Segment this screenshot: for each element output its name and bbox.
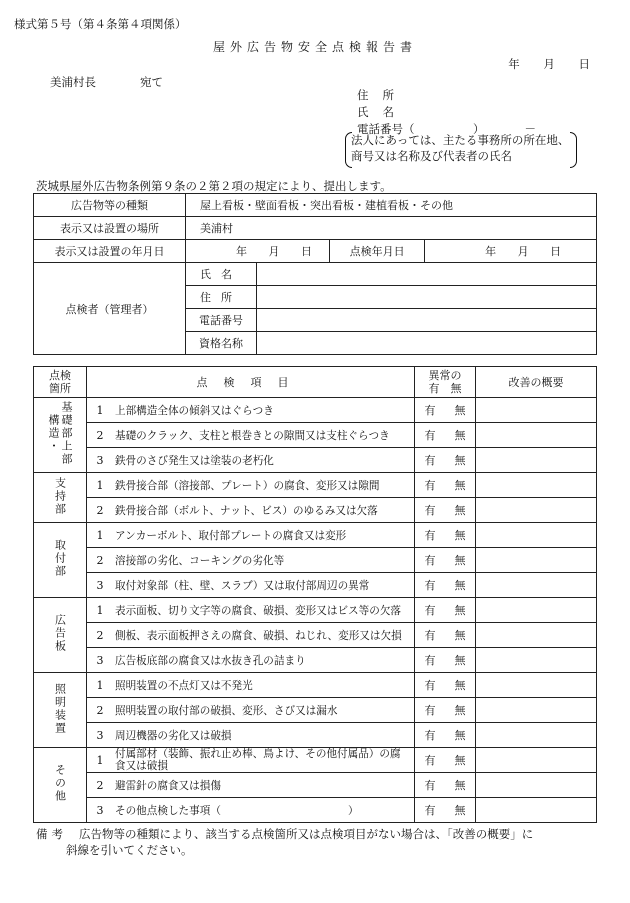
document-title: 屋外広告物安全点検報告書: [212, 40, 417, 54]
improvement-summary-field[interactable]: [476, 648, 597, 673]
inspection-row: [34, 598, 597, 623]
improvement-summary-field[interactable]: [476, 398, 597, 423]
inspection-item-number: 1: [87, 673, 112, 698]
inspection-row: [34, 623, 597, 648]
abnormal-yes-option[interactable]: 有: [415, 798, 446, 823]
inspection-row: [34, 573, 597, 598]
inspection-location-text: 基礎部上部構造・: [47, 401, 73, 466]
form-number: 様式第５号（第４条第４項関係）: [14, 17, 187, 31]
improvement-summary-field[interactable]: [476, 498, 597, 523]
inspector-name-field[interactable]: [257, 263, 597, 286]
abnormal-no-option[interactable]: 無: [445, 723, 476, 748]
addressee-suffix: 宛て: [140, 75, 163, 89]
inspector-name-label: 氏名: [186, 263, 257, 286]
inspection-location: [34, 673, 87, 748]
inspection-item-text: 鉄骨接合部（溶接部、プレート）の腐食、変形又は隙間: [111, 473, 415, 498]
inspection-item-number: 2: [87, 498, 112, 523]
abnormal-yes-option[interactable]: 有: [415, 548, 446, 573]
abnormal-yes-option[interactable]: 有: [415, 723, 446, 748]
inspection-item-text: 上部構造全体の傾斜又はぐらつき: [111, 398, 415, 423]
inspection-location: [34, 473, 87, 523]
abnormal-no-option[interactable]: 無: [445, 423, 476, 448]
col-abnormal: [415, 367, 476, 398]
addressee-name: 美浦村長: [50, 75, 96, 89]
abnormal-no-option[interactable]: 無: [445, 448, 476, 473]
inspection-item-number: 3: [87, 648, 112, 673]
abnormal-no-option[interactable]: 無: [445, 748, 476, 773]
inspection-item-text: 避雷針の腐食又は損傷: [111, 773, 415, 798]
place-label: 表示又は設置の場所: [34, 217, 186, 240]
inspection-location: [34, 748, 87, 823]
abnormal-yes-option[interactable]: 有: [415, 698, 446, 723]
improvement-summary-field[interactable]: [476, 798, 597, 823]
col-abnormal-line-2: 有 無: [428, 382, 462, 395]
corporation-note: [345, 132, 575, 164]
inspection-item-text: 鉄骨のさび発生又は塗装の老朽化: [111, 448, 415, 473]
col-item: 点検項目: [87, 367, 415, 398]
remarks: [36, 826, 611, 858]
abnormal-yes-option[interactable]: 有: [415, 473, 446, 498]
tel-dash: －: [524, 122, 536, 136]
inspection-row: [34, 748, 597, 773]
abnormal-no-option[interactable]: 無: [445, 773, 476, 798]
inspection-location-text: 支持部: [53, 476, 67, 516]
inspection-item-text: 取付対象部（柱、壁、スラブ）又は取付部周辺の異常: [111, 573, 415, 598]
inspection-row: [34, 523, 597, 548]
inspection-item-number: 2: [87, 623, 112, 648]
inspection-item-text: その他点検した事項（ ）: [111, 798, 415, 823]
abnormal-no-option[interactable]: 無: [445, 548, 476, 573]
inspector-tel-label: 電話番号: [186, 309, 257, 332]
inspection-item-text: 広告板底部の腐食又は水抜き孔の詰まり: [111, 648, 415, 673]
inspection-item-number: 2: [87, 698, 112, 723]
improvement-summary-field[interactable]: [476, 623, 597, 648]
inspection-item-number: 1: [87, 398, 112, 423]
inspection-location-text: その他: [53, 764, 67, 803]
inspection-item-number: 3: [87, 723, 112, 748]
improvement-summary-field[interactable]: [476, 698, 597, 723]
setup-date-value[interactable]: 年 月 日: [186, 240, 330, 263]
abnormal-no-option[interactable]: 無: [445, 698, 476, 723]
abnormal-no-option[interactable]: 無: [445, 673, 476, 698]
improvement-summary-field[interactable]: [476, 748, 597, 773]
addressee: [50, 74, 163, 90]
inspect-date-value[interactable]: 年 月 日: [425, 240, 597, 263]
improvement-summary-field[interactable]: [476, 723, 597, 748]
inspection-row: [34, 698, 597, 723]
inspection-item-number: 2: [87, 773, 112, 798]
abnormal-no-option[interactable]: 無: [445, 498, 476, 523]
info-row-place: [34, 217, 597, 240]
inspector-qual-field[interactable]: [257, 332, 597, 355]
inspection-row: [34, 673, 597, 698]
improvement-summary-field[interactable]: [476, 773, 597, 798]
info-row-type: [34, 194, 597, 217]
inspection-location: [34, 598, 87, 673]
col-abnormal-line-1: 異常の: [428, 369, 462, 382]
type-label: 広告物等の種類: [34, 194, 186, 217]
inspection-location-text: 照明装置: [53, 682, 67, 735]
inspection-item-number: 3: [87, 573, 112, 598]
inspection-item-text: 周辺機器の劣化又は破損: [111, 723, 415, 748]
inspection-location: [34, 398, 87, 473]
improvement-summary-field[interactable]: [476, 598, 597, 623]
inspection-row: [34, 648, 597, 673]
submission-statement: 茨城県屋外広告物条例第９条の２第２項の規定により、提出します。: [36, 179, 392, 193]
abnormal-no-option[interactable]: 無: [445, 798, 476, 823]
inspection-row: [34, 448, 597, 473]
abnormal-yes-option[interactable]: 有: [415, 523, 446, 548]
abnormal-yes-option[interactable]: 有: [415, 623, 446, 648]
inspection-row: [34, 773, 597, 798]
improvement-summary-field[interactable]: [476, 573, 597, 598]
abnormal-no-option[interactable]: 無: [445, 573, 476, 598]
inspection-row: [34, 498, 597, 523]
inspection-item-number: 2: [87, 548, 112, 573]
inspection-item-text: 溶接部の劣化、コーキングの劣化等: [111, 548, 415, 573]
abnormal-yes-option[interactable]: 有: [415, 773, 446, 798]
inspection-item-number: 1: [87, 598, 112, 623]
inspection-table: [33, 366, 597, 823]
corp-note-line-2: 商号又は名称及び代表者の氏名: [351, 149, 512, 163]
inspection-item-number: 1: [87, 473, 112, 498]
inspection-item-text: 側板、表示面板押さえの腐食、破損、ねじれ、変形又は欠損: [111, 623, 415, 648]
abnormal-yes-option[interactable]: 有: [415, 448, 446, 473]
inspection-item-text: 付属部材（装飾、振れ止め棒、鳥よけ、その他付属品）の腐食又は破損: [111, 748, 415, 773]
inspection-item-number: 2: [87, 423, 112, 448]
inspection-header-row: [34, 367, 597, 398]
right-bracket: [570, 132, 577, 168]
inspection-item-number: 3: [87, 798, 112, 823]
applicant-address-label: 住所: [357, 88, 408, 102]
inspection-item-text: アンカーボルト、取付部プレートの腐食又は変形: [111, 523, 415, 548]
improvement-summary-field[interactable]: [476, 523, 597, 548]
remarks-line-1: 広告物等の種類により、該当する点検箇所又は点検項目がない場合は、「改善の概要」に: [79, 827, 534, 841]
inspection-item-text: 照明装置の取付部の破損、変形、さび又は漏水: [111, 698, 415, 723]
improvement-summary-field[interactable]: [476, 673, 597, 698]
remarks-line-2: 斜線を引いてください。: [66, 843, 193, 857]
info-row-inspector-name: [34, 263, 597, 286]
abnormal-no-option[interactable]: 無: [445, 523, 476, 548]
inspection-item-number: 1: [87, 523, 112, 548]
inspection-item-text: 表示面板、切り文字等の腐食、破損、変形又はビス等の欠落: [111, 598, 415, 623]
type-value[interactable]: 屋上看板・壁面看板・突出看板・建植看板・その他: [186, 194, 597, 217]
abnormal-yes-option[interactable]: 有: [415, 398, 446, 423]
inspector-label: 点検者（管理者）: [34, 263, 186, 355]
abnormal-yes-option[interactable]: 有: [415, 673, 446, 698]
inspection-item-text: 鉄骨接合部（ボルト、ナット、ビス）のゆるみ又は欠落: [111, 498, 415, 523]
improvement-summary-field[interactable]: [476, 423, 597, 448]
inspection-row: [34, 398, 597, 423]
col-fix: 改善の概要: [476, 367, 597, 398]
abnormal-no-option[interactable]: 無: [445, 398, 476, 423]
abnormal-yes-option[interactable]: 有: [415, 423, 446, 448]
abnormal-yes-option[interactable]: 有: [415, 573, 446, 598]
inspector-qual-label: 資格名称: [186, 332, 257, 355]
improvement-summary-field[interactable]: [476, 548, 597, 573]
inspection-location: [34, 523, 87, 598]
inspection-location-text: 広告板: [53, 614, 67, 653]
remarks-label: 備考: [36, 827, 67, 841]
signboard-info-table: [33, 193, 597, 355]
abnormal-no-option[interactable]: 無: [445, 648, 476, 673]
setup-date-label: 表示又は設置の年月日: [34, 240, 186, 263]
place-value[interactable]: 美浦村: [186, 217, 597, 240]
abnormal-no-option[interactable]: 無: [445, 623, 476, 648]
info-row-dates: [34, 240, 597, 263]
inspection-location-text: 取付部: [53, 539, 67, 578]
inspection-row: [34, 723, 597, 748]
inspect-date-label: 点検年月日: [330, 240, 425, 263]
tel-paren-close: ）: [473, 122, 485, 136]
abnormal-no-option[interactable]: 無: [445, 473, 476, 498]
corp-note-line-1: 法人にあっては、主たる事務所の所在地、: [351, 133, 570, 147]
col-location: 点検箇所: [34, 367, 87, 398]
left-bracket: [345, 132, 352, 168]
improvement-summary-field[interactable]: [476, 473, 597, 498]
submission-date: 年 月 日: [508, 57, 590, 71]
abnormal-yes-option[interactable]: 有: [415, 748, 446, 773]
inspection-item-text: 基礎のクラック、支柱と根巻きとの隙間又は支柱ぐらつき: [111, 423, 415, 448]
applicant-name-label: 氏名: [357, 105, 408, 119]
inspector-tel-field[interactable]: [257, 309, 597, 332]
improvement-summary-field[interactable]: [476, 448, 597, 473]
inspection-item-number: 1: [87, 748, 112, 773]
tel-label: 電話番号（: [357, 122, 415, 136]
inspector-address-label: 住所: [186, 286, 257, 309]
inspection-item-text: 照明装置の不点灯又は不発光: [111, 673, 415, 698]
inspection-item-number: 3: [87, 448, 112, 473]
abnormal-yes-option[interactable]: 有: [415, 598, 446, 623]
inspection-row: [34, 473, 597, 498]
inspection-row: [34, 423, 597, 448]
inspection-row: [34, 548, 597, 573]
abnormal-no-option[interactable]: 無: [445, 598, 476, 623]
abnormal-yes-option[interactable]: 有: [415, 648, 446, 673]
inspector-address-field[interactable]: [257, 286, 597, 309]
abnormal-yes-option[interactable]: 有: [415, 498, 446, 523]
inspection-row: [34, 798, 597, 823]
